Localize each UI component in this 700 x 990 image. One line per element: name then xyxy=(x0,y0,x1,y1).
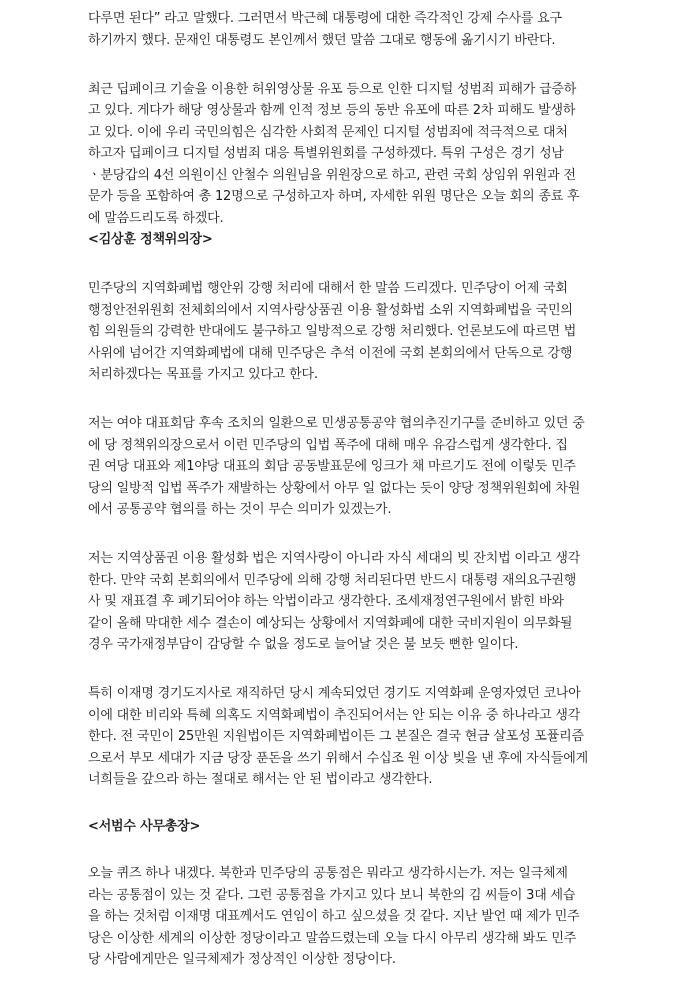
text-line: 저는 여야 대표회담 후속 조치의 일환으로 민생공통공약 협의추진기구를 준비하고 있던 중 xyxy=(88,416,585,431)
text-line: 힘 의원들의 강력한 반대에도 불구하고 일방적으로 강행 처리했다. 언론보도에 따르면 법 xyxy=(88,324,577,339)
paragraph-gap xyxy=(88,251,620,273)
text-line: 사위에 넘어간 지역화폐법에 대해 민주당은 추석 이전에 국회 본회의에서 단독으로 강행 xyxy=(88,345,573,361)
text-line: 처리하겠다는 목표를 가지고 있다고 한다. xyxy=(88,367,318,382)
text-line: 한다. 전 국민이 25만원 지원법이든 지역화폐법이든 그 본질은 결국 현금 살포성 포퓰리즘 xyxy=(88,729,584,744)
text-line: 문가 등을 포함하여 총 12명으로 구성하고자 하며, 자세한 위원 명단은 오늘 회의 종료 후 xyxy=(88,189,580,204)
paragraph-gap xyxy=(88,838,620,860)
text-line: 오늘 퀴즈 하나 내겠다. 북한과 민주당의 공통점은 뭐라고 생각하시는가. 저는 일극체제 xyxy=(88,866,568,881)
speaker-heading: <김상훈 정책위의장> xyxy=(88,232,213,247)
text-line: 당의 일방적 입법 폭주가 재발하는 상황에서 아무 일 없다는 듯이 양당 정책위원회에 차원 xyxy=(88,480,581,496)
paragraph-gap xyxy=(88,521,620,543)
paragraph xyxy=(88,79,620,230)
text-line: 으로서 부모 세대가 지금 당장 푼돈을 쓰기 위해서 수십조 원 이상 빚을 낸 후에 자식들에게 xyxy=(88,750,588,766)
speaker-heading: <서범수 사무총장> xyxy=(88,819,201,834)
text-line: 하기까지 했다. 문재인 대통령도 본인께서 했던 말씀 그대로 행동에 옮기시기 바란다. xyxy=(88,32,556,48)
text-line: 에 말씀드리도록 하겠다. xyxy=(88,210,224,226)
text-line: ㆍ분당갑의 4선 의원이신 안철수 의원님을 위원장으로 하고, 관련 국회 상임위 위원과 전 xyxy=(88,167,576,183)
paragraph-gap xyxy=(88,386,620,408)
text-line: 같이 올해 막대한 세수 결손이 예상되는 상황에서 지역화폐에 대한 국비지원이 의무화될 xyxy=(88,615,573,631)
text-line: 라는 공통점이 있는 것 같다. 그런 공통점을 가지고 있다 보니 북한의 김 씨들이 3대 세습 xyxy=(88,887,576,903)
text-line: 특히 이재명 경기도지사로 재직하던 당시 계속되었던 경기도 지역화폐 운영자였던 코나아 xyxy=(88,686,581,701)
text-line: 고 있다. 이에 우리 국민의힘은 심각한 사회적 문제인 디지털 성범죄에 적극적으로 대처 xyxy=(88,124,568,140)
paragraph xyxy=(88,413,620,521)
text-line: 하고자 딥페이크 디지털 성범죄 대응 특별위원회를 구성하겠다. 특위 구성은 경기 성남 xyxy=(88,146,564,161)
text-line: 고 있다. 게다가 해당 영상물과 함께 인적 정보 등의 동반 유포에 따른 2차 피해도 발생하 xyxy=(88,103,576,118)
paragraph xyxy=(88,548,620,656)
text-line: 당은 이상한 세계의 이상한 정당이라고 말씀드렸는데 오늘 다시 아무리 생각해 봐도 민주 xyxy=(88,930,577,946)
text-line: 너희들을 갚으라 하는 절대로 해서는 안 된 법이라고 생각한다. xyxy=(88,772,433,787)
text-line: 사 및 재표결 후 폐기되어야 하는 악법이라고 생각한다. 조세재정연구원에서 밝힌 바와 xyxy=(88,594,564,609)
text-line: 한다. 만약 국회 본회의에서 민주당에 의해 강행 처리된다면 반드시 대통령 재의요구권행 xyxy=(88,572,577,588)
text-line: 최근 딥페이크 기술을 이용한 허위영상물 유포 등으로 인한 디지털 성범죄 피해가 급증하 xyxy=(88,81,577,97)
paragraph xyxy=(88,278,620,386)
text-line: 다루면 된다” 라고 말했다. 그러면서 박근혜 대통령에 대한 즉각적인 강제 수사를 요구 xyxy=(88,11,562,26)
paragraph-gap xyxy=(88,51,620,73)
paragraph-gap xyxy=(88,656,620,678)
text-line: 당 사람에게만은 일극체제가 정상적인 이상한 정당이다. xyxy=(88,952,396,967)
paragraph xyxy=(88,0,620,51)
paragraph-gap xyxy=(88,791,620,813)
text-line: 이에 대한 비리와 특혜 의혹도 지역화폐법이 추진되어서는 안 되는 이유 중 하나라고 생각 xyxy=(88,707,581,723)
text-line: 권 여당 대표와 제1야당 대표의 회담 공동발표문에 잉크가 채 마르기도 전에 이렇듯 민주 xyxy=(88,459,576,474)
text-line: 경우 국가재정부담이 감당할 수 없을 정도로 늘어날 것은 불 보듯 뻔한 일이다. xyxy=(88,637,519,652)
paragraph xyxy=(88,683,620,791)
text-line: 을 하는 것처럼 이재명 대표께서도 연임이 하고 싶으셨을 것 같다. 지난 발언 때 제가 민주 xyxy=(88,909,580,924)
text-line: 민주당의 지역화폐법 행안위 강행 처리에 대해서 한 말씀 드리겠다. 민주당이 어제 국회 xyxy=(88,281,568,296)
text-line: 에 당 정책위의장으로서 이런 민주당의 입법 폭주에 대해 매우 유감스럽게 생각한다. 집 xyxy=(88,437,568,453)
text-line: 에서 공통공약 협의를 하는 것이 무슨 의미가 있겠는가. xyxy=(88,502,392,517)
text-line: 행정안전위원회 전체회의에서 지역사랑상품권 이용 활성화법 소위 지역화폐법을 국민의 xyxy=(88,302,573,318)
document-page xyxy=(88,0,620,971)
text-line: 저는 지역상품권 이용 활성화 법은 지역사랑이 아니라 자식 세대의 빚 잔치법 이라고 생각 xyxy=(88,551,581,566)
paragraph xyxy=(88,863,620,971)
